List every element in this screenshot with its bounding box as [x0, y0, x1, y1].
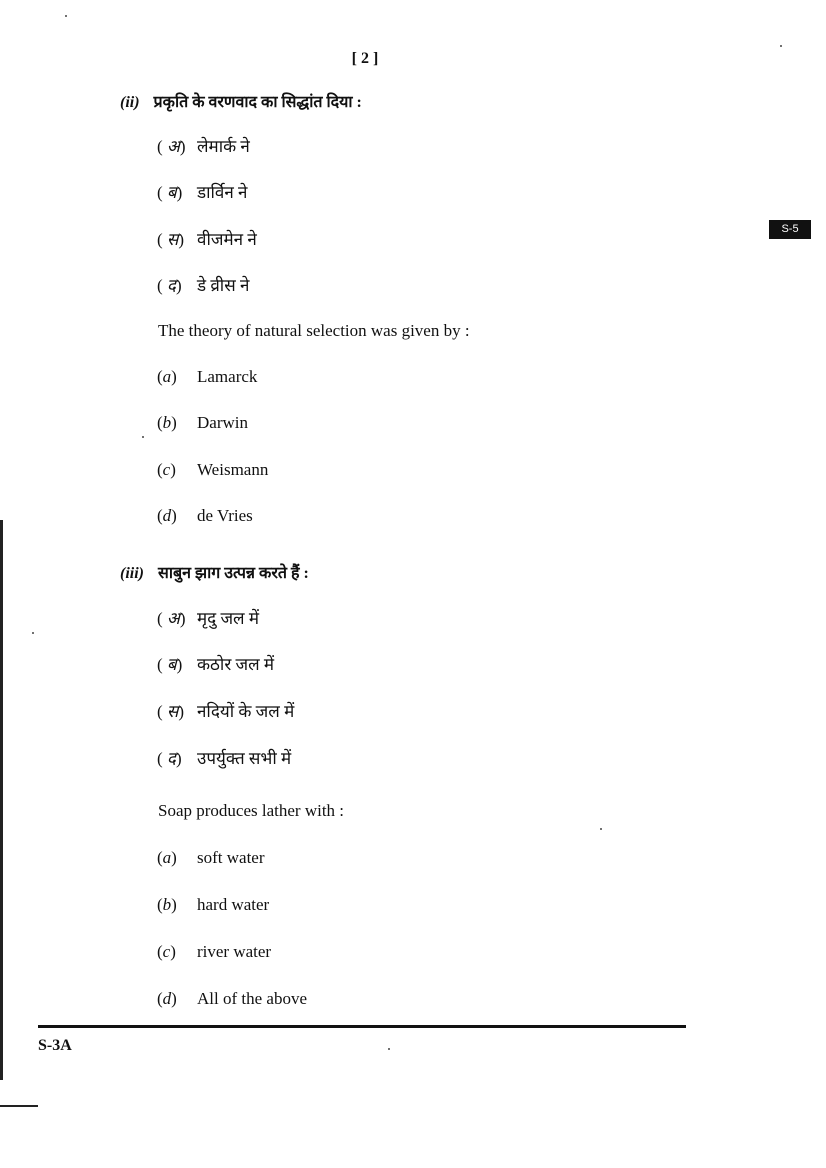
option-text: Weismann: [197, 460, 269, 479]
scan-speck: [600, 828, 602, 830]
side-tab-label: S-5: [769, 220, 811, 239]
option-text: Lamarck: [197, 367, 258, 386]
option-text: hard water: [197, 895, 270, 914]
option-hindi: ( द) उपर्युक्त सभी में: [157, 749, 292, 768]
option-text: मृदु जल में: [197, 609, 259, 628]
scan-edge-line: [0, 520, 3, 1080]
option-text: नदियों के जल में: [197, 702, 295, 721]
scan-speck: [142, 436, 144, 438]
footer-code: S-3A: [38, 1037, 72, 1054]
question-heading: [120, 561, 309, 583]
option-text: de Vries: [197, 506, 253, 525]
option-english: (d) de Vries: [157, 506, 253, 525]
option-mark: स: [166, 230, 179, 249]
option-mark: d: [162, 506, 172, 525]
option-hindi: ( ब) डार्विन ने: [157, 183, 248, 202]
question-heading: [120, 90, 362, 112]
question-stem-hindi: साबुन झाग उत्पन्न करते हैं :: [158, 565, 309, 582]
option-mark: ब: [166, 655, 177, 674]
option-english: (d) All of the above: [157, 989, 307, 1008]
question-number: (iii): [120, 565, 144, 582]
option-text: डार्विन ने: [197, 183, 248, 202]
option-hindi: ( द) डे व्रीस ने: [157, 276, 250, 295]
option-mark: a: [162, 367, 172, 386]
option-mark: a: [162, 848, 172, 867]
option-english: (a) soft water: [157, 848, 265, 867]
option-english: (c) river water: [157, 942, 272, 961]
option-text: कठोर जल में: [197, 655, 275, 674]
option-hindi: ( स) नदियों के जल में: [157, 702, 295, 721]
question-stem-english: Soap produces lather with :: [158, 801, 345, 820]
option-mark: b: [162, 895, 172, 914]
option-mark: द: [166, 749, 176, 768]
scan-edge-line: [0, 1105, 38, 1107]
option-text: उपर्युक्त सभी में: [197, 749, 292, 768]
option-text: All of the above: [197, 989, 307, 1008]
option-mark: b: [162, 413, 172, 432]
option-text: soft water: [197, 848, 265, 867]
option-mark: c: [162, 942, 171, 961]
option-text: वीजमेन ने: [197, 230, 257, 249]
option-mark: अ: [166, 137, 180, 156]
option-mark: d: [162, 989, 172, 1008]
option-text: Darwin: [197, 413, 248, 432]
question-number: (ii): [120, 94, 140, 111]
option-mark: ब: [166, 183, 177, 202]
option-mark: अ: [166, 609, 180, 628]
option-mark: द: [166, 276, 176, 295]
scan-speck: [388, 1048, 390, 1050]
option-text: river water: [197, 942, 272, 961]
option-mark: c: [162, 460, 171, 479]
option-english: (b) hard water: [157, 895, 270, 914]
option-english: (c) Weismann: [157, 460, 269, 479]
scan-speck: [65, 15, 67, 17]
option-mark: स: [166, 702, 179, 721]
option-hindi: ( अ) मृदु जल में: [157, 609, 259, 628]
option-text: लेमार्क ने: [197, 137, 250, 156]
option-hindi: ( अ) लेमार्क ने: [157, 137, 250, 156]
option-english: (a) Lamarck: [157, 367, 258, 386]
page-number: [ 2 ]: [351, 50, 379, 67]
option-hindi: ( स) वीजमेन ने: [157, 230, 257, 249]
footer-rule: [38, 1025, 686, 1028]
option-hindi: ( ब) कठोर जल में: [157, 655, 275, 674]
scan-speck: [780, 45, 782, 47]
question-stem-english: The theory of natural selection was given by :: [158, 321, 470, 340]
scan-speck: [32, 632, 34, 634]
option-text: डे व्रीस ने: [197, 276, 250, 295]
option-english: (b) Darwin: [157, 413, 248, 432]
question-stem-hindi: प्रकृति के वरणवाद का सिद्धांत दिया :: [153, 94, 362, 111]
